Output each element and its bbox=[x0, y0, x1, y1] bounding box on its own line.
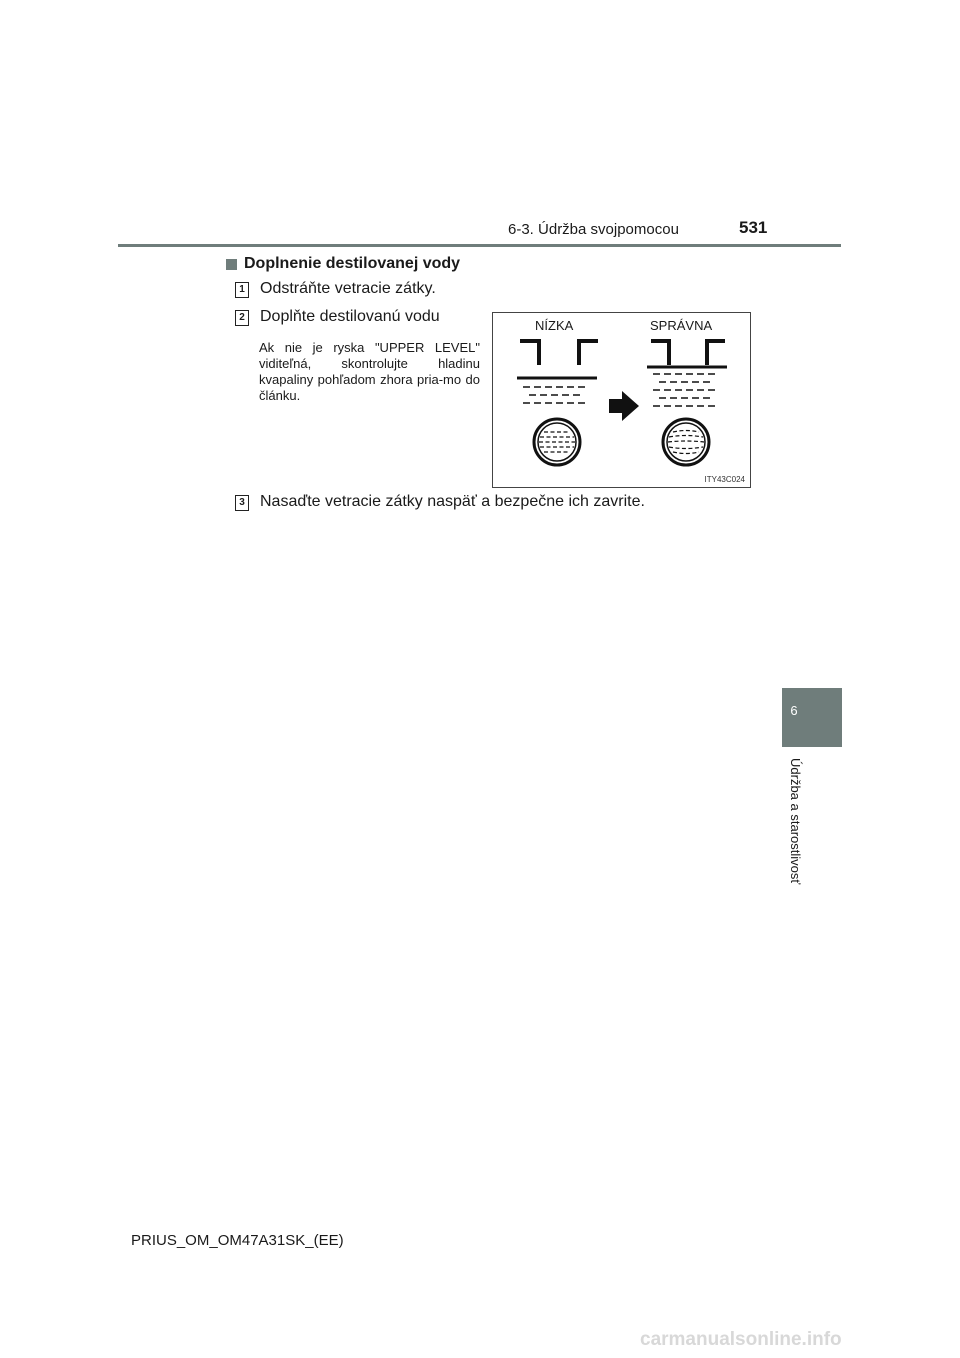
step-1-number: 1 bbox=[235, 282, 249, 298]
battery-level-drawing bbox=[493, 313, 750, 487]
battery-level-illustration bbox=[492, 312, 751, 488]
chapter-number: 6 bbox=[790, 703, 798, 718]
figure-label-low: NÍZKA bbox=[535, 318, 574, 333]
step-3-text: Nasaďte vetracie zátky naspäť a bezpečne ich zavrite. bbox=[260, 493, 645, 510]
section-title-text: Doplnenie destilovanej vody bbox=[244, 255, 461, 272]
square-bullet-icon bbox=[226, 259, 237, 270]
step-3-number: 3 bbox=[235, 495, 249, 511]
page-number: 531 bbox=[739, 218, 768, 237]
footer-document-code: PRIUS_OM_OM47A31SK_(EE) bbox=[131, 1232, 344, 1249]
figure-label-correct: SPRÁVNA bbox=[650, 318, 713, 333]
step-1-text: Odstráňte vetracie zátky. bbox=[260, 280, 436, 297]
header-section-title: 6-3. Údržba svojpomocou bbox=[508, 221, 679, 238]
figure-code: ITY43C024 bbox=[704, 475, 745, 484]
section-title bbox=[226, 255, 460, 273]
step-2-note: Ak nie je ryska "UPPER LEVEL" viditeľná, skontrolujte hladinu kvapaliny pohľadom zhora pria-mo do článku. bbox=[259, 340, 480, 403]
watermark: carmanualsonline.info bbox=[640, 1329, 842, 1350]
step-2-number: 2 bbox=[235, 310, 249, 326]
step-2-text: Doplňte destilovanú vodu bbox=[260, 308, 440, 325]
header-divider bbox=[118, 244, 841, 247]
chapter-title: Údržba a starostlivosť bbox=[788, 758, 803, 885]
